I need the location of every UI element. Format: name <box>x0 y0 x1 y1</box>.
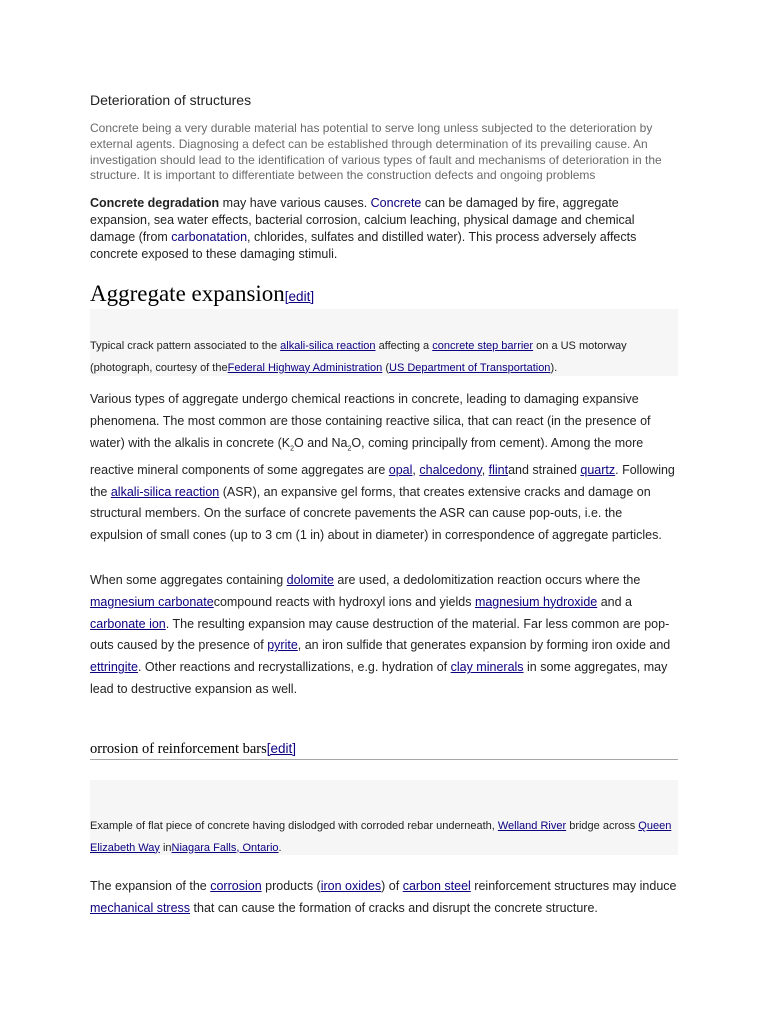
edit-link[interactable]: [edit] <box>284 289 315 304</box>
link-magnesium-carbonate[interactable]: magnesium carbonate <box>90 594 214 609</box>
section-heading-deterioration: Deterioration of structures <box>90 92 252 108</box>
corrosion-paragraph: The expansion of the corrosion products (iron oxides) of carbon steel reinforcement structures may induce mechanical stress that can cause the formation of cracks and disrupt the concrete structure. <box>90 879 677 915</box>
link-ettringite[interactable]: ettringite <box>90 660 138 675</box>
image-caption-crack-pattern: Typical crack pattern associated to the alkali-silica reaction affecting a concrete step barrier on a US motorway (photograph, courtesy of theFederal Highway Administration (US Department of Transportation). <box>90 309 678 376</box>
link-concrete-step-barrier[interactable]: concrete step barrier <box>432 340 534 352</box>
link-queen-elizabeth-way[interactable]: Queen Elizabeth Way <box>90 820 672 854</box>
degradation-term: Concrete degradation <box>90 196 220 210</box>
heading-corrosion-reinforcement: orrosion of reinforcement bars[edit] <box>90 740 678 760</box>
aggregate-paragraph-2: When some aggregates containing dolomite are used, a dedolomitization reaction occurs where the magnesium carbonatecompound reacts with hydroxyl ions and yields magnesium hydroxide and a carbonate ion. The resulting expansion may cause destruction of the material. Far less common are pop-outs caused by the presence of pyrite, an iron sulfide that generates expansion by forming iron oxide and ettringite. Other reactions and recrystallizations, e.g. hydration of clay minerals in some aggregates, may lead to destructive expansion as well. <box>90 573 671 696</box>
link-pyrite[interactable]: pyrite <box>267 638 298 653</box>
link-flint[interactable]: flint <box>488 462 509 477</box>
link-us-dot[interactable]: US Department of Transportation <box>389 361 551 374</box>
degradation-paragraph: Concrete degradation may have various causes. Concrete can be damaged by fire, aggregate expansion, sea water effects, bacterial corrosion, calcium leaching, physical damage and chemical damage (from carbonatation, chlorides, sulfates and distilled water). This process adversely affects concrete exposed to these damaging stimuli. <box>90 196 637 261</box>
aggregate-paragraph-1: Various types of aggregate undergo chemical reactions in concrete, leading to damaging expansive phenomena. The most common are those containing reactive silica, that can react (in the presence of water) with the alkalis in concrete ($K_2O$ and $Na_2O$, coming principally from cement). Among the more reactive mineral components of some aggregates are opal, chalcedony, flintand strained quartz. Following the alkali-silica reaction (ASR), an expansive gel forms, that creates extensive cracks and damage on structural members. On the surface of concrete pavements the ASR can cause pop-outs, i.e. the expulsion of small cones (up to 3 cm (1 in) about in diameter) in correspondence of aggregate particles. <box>90 392 675 543</box>
image-caption-rebar: Example of flat piece of concrete having dislodged with corroded rebar underneath, Welland River bridge across Queen Elizabeth Way inNiagara Falls, Ontario. <box>90 780 678 855</box>
link-carbonatation[interactable]: carbonatation <box>171 230 248 244</box>
link-quartz[interactable]: quartz <box>580 462 616 477</box>
link-clay-minerals[interactable]: clay minerals <box>450 660 524 675</box>
link-carbon-steel[interactable]: carbon steel <box>402 879 471 893</box>
intro-paragraph: Concrete being a very durable material has potential to serve long unless subjected to the deterioration by external agents. Diagnosing a defect can be established through determination of its prevailing cause. An investigation should lead to the identification of various types of fault and mechanisms of deterioration in the structure. It is important to differentiate between the construction defects and ongoing problems <box>90 121 662 183</box>
link-mechanical-stress[interactable]: mechanical stress <box>90 900 191 915</box>
link-dolomite[interactable]: dolomite <box>286 573 334 587</box>
link-fhwa[interactable]: Federal Highway Administration <box>227 361 383 374</box>
link-magnesium-hydroxide[interactable]: magnesium hydroxide <box>474 594 598 609</box>
link-corrosion[interactable]: corrosion <box>210 879 262 893</box>
link-concrete[interactable]: Concrete <box>370 196 422 210</box>
link-alkali-silica-reaction[interactable]: alkali-silica reaction <box>280 340 376 352</box>
link-opal[interactable]: opal <box>388 462 413 477</box>
link-iron-oxides[interactable]: iron oxides <box>320 879 382 893</box>
link-welland-river[interactable]: Welland River <box>497 820 567 832</box>
link-niagara-falls[interactable]: Niagara Falls, Ontario <box>171 841 279 854</box>
link-carbonate-ion[interactable]: carbonate ion <box>90 616 166 631</box>
link-chalcedony[interactable]: chalcedony <box>419 462 482 477</box>
edit-link-corrosion[interactable]: [edit] <box>266 741 297 756</box>
heading-aggregate-expansion: Aggregate expansion[edit] <box>90 281 678 312</box>
link-alkali-silica-reaction-2[interactable]: alkali-silica reaction <box>110 484 220 499</box>
